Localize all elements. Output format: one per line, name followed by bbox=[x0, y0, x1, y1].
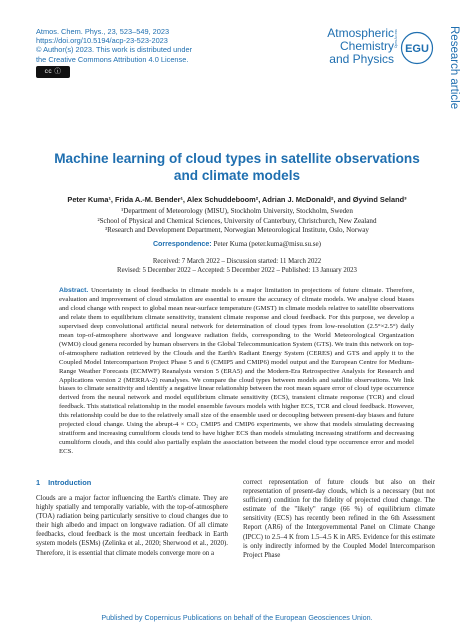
egu-logo-text: EGU bbox=[405, 43, 429, 55]
dates-line: Received: 7 March 2022 – Discussion started: 11 March 2022 bbox=[152, 258, 322, 265]
cc-license-badge[interactable]: cc ⓘ bbox=[36, 66, 70, 78]
intro-left-column: Clouds are a major factor influencing the Earth's climate. They are highly spatially and temporally variable, with the top-of-atmosphere (TOA) radiation being particularly sensitive to cloud changes due to their high albedo and impact on longwave radiation. Of all climate feedbacks, cloud feedback is the most uncertain feedback in Earth system models (ESMs) (Zelinka et al., 2020; Sherwood et al., 2020). Therefore, it is essential that climate models converge more on a bbox=[36, 495, 228, 557]
correspondence-email[interactable]: Peter Kuma (peter.kuma@misu.su.se) bbox=[213, 240, 322, 248]
correspondence bbox=[30, 240, 444, 248]
journal-name-line: Chemistry bbox=[339, 39, 394, 53]
title-line: and climate models bbox=[173, 168, 301, 183]
egu-logo-icon bbox=[394, 29, 434, 65]
abstract bbox=[59, 287, 414, 457]
intro-right-column: correct representation of future clouds but also on their representation of present-day clouds, which is a necessary (but not sufficient) condition for the fidelity of projected cloud change. The estimate of the "likely" range (66 %) of equilibrium climate sensitivity (ECS) has recently been refined in the 6th Assessment Report (AR6) of the Intergovernmental Panel on Climate Change (IPCC) to 2.5–4 K from 1.5–4.5 K in AR5. Evidence for this estimate is only indirectly informed by the Coupled Model Intercomparison Project Phase bbox=[243, 479, 435, 559]
article-header-metadata bbox=[36, 27, 192, 64]
affiliation-item: ²School of Physical and Chemical Sciences, University of Canterbury, Christchurch, New Zealand bbox=[97, 216, 377, 225]
article-type-side-label bbox=[448, 26, 468, 136]
title-line: Machine learning of cloud types in satellite observations bbox=[54, 151, 420, 166]
article-type-text: Research article bbox=[448, 26, 460, 110]
journal-name-line: and Physics bbox=[329, 52, 394, 66]
section-heading bbox=[36, 478, 99, 487]
copyright-line: © Author(s) 2023. This work is distributed under bbox=[36, 45, 193, 55]
section-title: Introduction bbox=[48, 478, 92, 487]
correspondence-label: Correspondence: bbox=[152, 240, 212, 248]
page-title bbox=[44, 150, 430, 184]
citation: Atmos. Chem. Phys., 23, 523–549, 2023 bbox=[36, 27, 170, 36]
publisher-footer: Published by Copernicus Publications on behalf of the European Geosciences Union. bbox=[101, 613, 373, 622]
publication-dates bbox=[30, 257, 444, 275]
license-line: the Creative Commons Attribution 4.0 License. bbox=[36, 54, 189, 64]
journal-name bbox=[302, 27, 394, 66]
section-number: 1 bbox=[36, 478, 41, 487]
dates-line: Revised: 5 December 2022 – Accepted: 5 December 2022 – Published: 13 January 2023 bbox=[117, 267, 357, 275]
doi-link[interactable]: https://doi.org/10.5194/acp-23-523-2023 bbox=[36, 36, 168, 46]
affiliation-item: ¹Department of Meteorology (MISU), Stockholm University, Stockholm, Sweden bbox=[121, 207, 353, 215]
abstract-label: Abstract. bbox=[59, 287, 89, 294]
author-list: Peter Kuma¹, Frida A.-M. Bender¹, Alex Schuddeboom², Adrian J. McDonald², and Øyvind Seland³ bbox=[67, 195, 407, 204]
open-access-label: Open Access bbox=[394, 29, 398, 48]
affiliations bbox=[30, 207, 444, 236]
affiliation-item: ³Research and Development Department, Norwegian Meteorological Institute, Oslo, Norway bbox=[105, 226, 369, 234]
journal-name-line: Atmospheric bbox=[327, 26, 394, 40]
abstract-text: Uncertainty in cloud feedbacks in climate models is a major limitation in projections of future climate. Therefore, evaluation and improvement of cloud simulation are essential to ensure the accuracy of climate models. We analyse cloud biases and cloud change with respect to global mean near-surface temperature (GMST) in climate models relative to satellite observations and relate them to equilibrium climate sensitivity, transient climate response and cloud feedback. For this purpose, we develop a supervised deep convolutional artificial neural network for determination of cloud types from low-resolution (2.5°×2.5°) daily mean top-of-atmosphere shortwave and longwave radiation fields, corresponding to the World Meteorological Organization (WMO) cloud genera recorded by human observers in the Global Telecommunication System (GTS). We train this network on top-of-atmosphere radiation retrieved by the Clouds and the Earth's Radiant Energy System (CERES) and GTS and apply it to the Coupled Model Intercomparison Project Phase 5 and 6 (CMIP5 and CMIP6) model output and the European Centre for Medium-Range Weather Forecasts (ECMWF) Reanalysis version 5 (ERA5) and the Modern-Era Retrospective Analysis for Research and Applications version 2 (MERRA-2) reanalyses. We compare the cloud types between models and satellite observations. We link biases to climate sensitivity and identify a negative linear relationship between the root mean square error of cloud type occurrence derived from the neural network and model equilibrium climate sensitivity (ECS), transient climate response (TCR) and cloud feedback. This statistical relationship in the model ensemble favours models with higher ECS, TCR and cloud feedback. However, this relationship could be due to the relatively small size of the ensemble used or decoupling between present-day biases and future projected cloud change. Using the abrupt-4 × CO₂ CMIP5 and CMIP6 experiments, we show that models simulating decreasing stratiform and increasing cumuliform clouds tend to have higher ECS than models simulating increasing stratiform and decreasing cumuliform clouds, and this could also partially explain the association between the model cloud type occurrence error and model ECS. bbox=[59, 287, 415, 456]
